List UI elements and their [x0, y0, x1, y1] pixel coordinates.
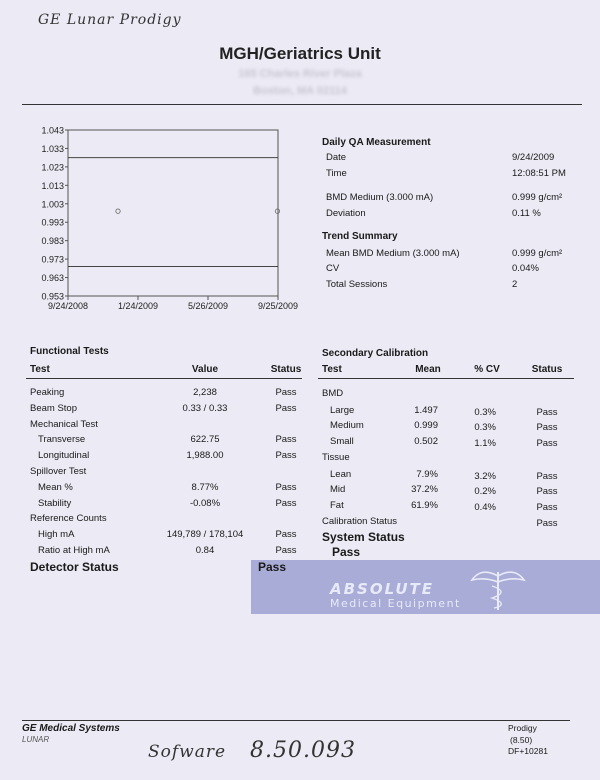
functional-col-test: Test — [30, 364, 50, 375]
functional-test-status: Pass — [275, 450, 297, 462]
secondary-test-status: Pass — [536, 422, 558, 433]
secondary-test-label: Small — [330, 436, 354, 447]
address-line-2: Boston, MA 02114 — [253, 85, 347, 97]
header-divider — [22, 104, 582, 105]
secondary-col-status: Status — [531, 364, 563, 375]
x-tick-label: 1/24/2009 — [117, 301, 159, 311]
trend-value: 0.999 g/cm² — [512, 248, 563, 259]
functional-test-label: Reference Counts — [30, 513, 107, 525]
secondary-test-mean: 37.2% — [411, 484, 438, 495]
functional-test-status: Pass — [275, 497, 297, 509]
secondary-col-mean: Mean — [415, 364, 441, 375]
secondary-test-status: Pass — [536, 471, 558, 482]
system-status-value: Pass — [332, 545, 361, 559]
functional-test-label: Peaking — [30, 387, 65, 398]
functional-test-status: Pass — [275, 545, 297, 556]
trend-value: 0.04% — [512, 263, 539, 274]
trend-label: Mean BMD Medium (3.000 mA) — [326, 248, 460, 259]
functional-tests-heading: Functional Tests — [30, 346, 109, 357]
y-tick-label: 1.043 — [41, 125, 64, 136]
daily-qa-value: 0.11 % — [512, 208, 541, 219]
detector-status-label: Detector Status — [30, 560, 119, 574]
secondary-calibration-heading: Secondary Calibration — [322, 348, 429, 359]
x-tick-label: 9/24/2008 — [47, 301, 89, 311]
functional-col-value: Value — [191, 364, 219, 375]
secondary-header-rule — [318, 378, 574, 379]
handwritten-software-version: 8.50.093 — [250, 738, 356, 763]
secondary-test-cv: 0.3% — [474, 422, 496, 433]
functional-test-value: 8.77% — [191, 481, 219, 493]
trend-summary-heading: Trend Summary — [322, 231, 398, 242]
secondary-test-status: Pass — [536, 407, 558, 418]
daily-qa-label: Deviation — [326, 208, 366, 219]
secondary-test-label: BMD — [322, 388, 344, 399]
y-tick-label: 1.013 — [41, 180, 64, 191]
functional-test-label: Transverse — [38, 434, 86, 446]
handwritten-note: GE Lunar Prodigy — [38, 12, 182, 28]
page-title: MGH/Geriatrics Unit — [219, 44, 381, 63]
banner-subtitle: Medical Equipment — [330, 597, 461, 610]
functional-test-label: Beam Stop — [30, 402, 77, 414]
trend-label: Total Sessions — [326, 279, 388, 290]
y-tick-label: 1.023 — [41, 162, 64, 173]
secondary-test-mean: 1.497 — [414, 405, 438, 416]
secondary-test-label: Fat — [330, 500, 344, 511]
y-tick-label: 1.003 — [41, 199, 64, 210]
banner-logo: ABSOLUTE — [330, 580, 434, 598]
functional-test-value: 149,789 / 178,104 — [166, 529, 244, 541]
secondary-test-mean: 0.502 — [414, 436, 438, 447]
caduceus-icon — [470, 566, 526, 612]
footer-version: (8.50) — [510, 735, 533, 745]
functional-test-value: 0.84 — [195, 545, 215, 556]
y-tick-label: 0.963 — [41, 273, 64, 284]
functional-header-rule — [26, 378, 302, 379]
secondary-test-mean: 61.9% — [411, 500, 438, 511]
handwritten-software-label: Sofware — [148, 742, 227, 762]
trend-label: CV — [326, 263, 340, 274]
daily-qa-label: BMD Medium (3.000 mA) — [326, 192, 434, 203]
functional-test-status: Pass — [275, 387, 297, 398]
secondary-test-status: Pass — [536, 518, 558, 529]
y-tick-label: 0.973 — [41, 254, 64, 265]
chart-plot-area — [68, 130, 278, 296]
system-status-label: System Status — [322, 530, 405, 544]
functional-test-status: Pass — [275, 481, 297, 493]
functional-test-label: Ratio at High mA — [38, 545, 110, 556]
daily-qa-label: Time — [326, 168, 347, 179]
mean-marker — [116, 209, 120, 213]
functional-test-label: Mean % — [38, 481, 73, 493]
functional-test-status: Pass — [275, 434, 297, 446]
functional-test-value: -0.08% — [189, 497, 221, 509]
address-line-1: 165 Charles River Plaza — [238, 68, 362, 80]
y-tick-label: 0.953 — [41, 291, 64, 302]
data-point — [275, 209, 279, 213]
secondary-col-cv: % CV — [474, 364, 500, 375]
footer-divider — [22, 720, 570, 721]
secondary-test-mean: 7.9% — [416, 469, 438, 480]
footer-brand-logo: LUNAR — [22, 735, 50, 744]
functional-test-value: 0.33 / 0.33 — [182, 402, 228, 414]
footer-company: GE Medical Systems — [22, 723, 120, 734]
secondary-test-cv: 0.2% — [474, 486, 496, 497]
secondary-test-mean: 0.999 — [414, 420, 438, 431]
trend-value: 2 — [512, 279, 518, 290]
secondary-test-label: Calibration Status — [322, 516, 397, 527]
functional-test-label: Mechanical Test — [30, 418, 98, 430]
y-tick-label: 1.033 — [41, 143, 64, 154]
secondary-test-status: Pass — [536, 486, 558, 497]
footer-product: Prodigy — [508, 723, 537, 733]
detector-status-value: Pass — [258, 560, 287, 574]
secondary-test-label: Large — [330, 405, 355, 416]
secondary-test-label: Tissue — [322, 452, 350, 463]
daily-qa-value: 12:08:51 PM — [512, 168, 566, 179]
x-tick-label: 9/25/2009 — [257, 301, 299, 311]
y-tick-label: 0.993 — [41, 217, 64, 228]
secondary-test-label: Mid — [330, 484, 346, 495]
functional-test-label: High mA — [38, 529, 75, 541]
functional-test-value: 622.75 — [190, 434, 220, 446]
daily-qa-value: 9/24/2009 — [512, 152, 555, 163]
x-tick-label: 5/26/2009 — [187, 301, 229, 311]
functional-test-value: 2,238 — [193, 387, 217, 398]
footer-code: DF+10281 — [508, 746, 548, 756]
functional-test-label: Spillover Test — [30, 466, 87, 477]
functional-test-status: Pass — [275, 402, 297, 414]
secondary-test-cv: 0.3% — [474, 407, 496, 418]
daily-qa-label: Date — [326, 152, 347, 163]
secondary-test-cv: 0.4% — [474, 502, 496, 513]
functional-test-label: Longitudinal — [38, 450, 90, 462]
daily-qa-heading: Daily QA Measurement — [322, 137, 431, 148]
secondary-test-status: Pass — [536, 438, 558, 449]
secondary-test-label: Medium — [330, 420, 364, 431]
daily-qa-value: 0.999 g/cm² — [512, 192, 563, 203]
functional-test-value: 1,988.00 — [186, 450, 224, 462]
secondary-test-cv: 1.1% — [474, 438, 496, 449]
functional-test-label: Stability — [38, 497, 72, 509]
secondary-col-test: Test — [322, 364, 342, 375]
functional-test-status: Pass — [275, 529, 297, 541]
secondary-test-label: Lean — [330, 469, 352, 480]
secondary-test-status: Pass — [536, 502, 558, 513]
secondary-test-cv: 3.2% — [474, 471, 496, 482]
y-tick-label: 0.983 — [41, 236, 64, 247]
qa-trend-chart — [0, 118, 305, 328]
functional-col-status: Status — [270, 364, 302, 375]
